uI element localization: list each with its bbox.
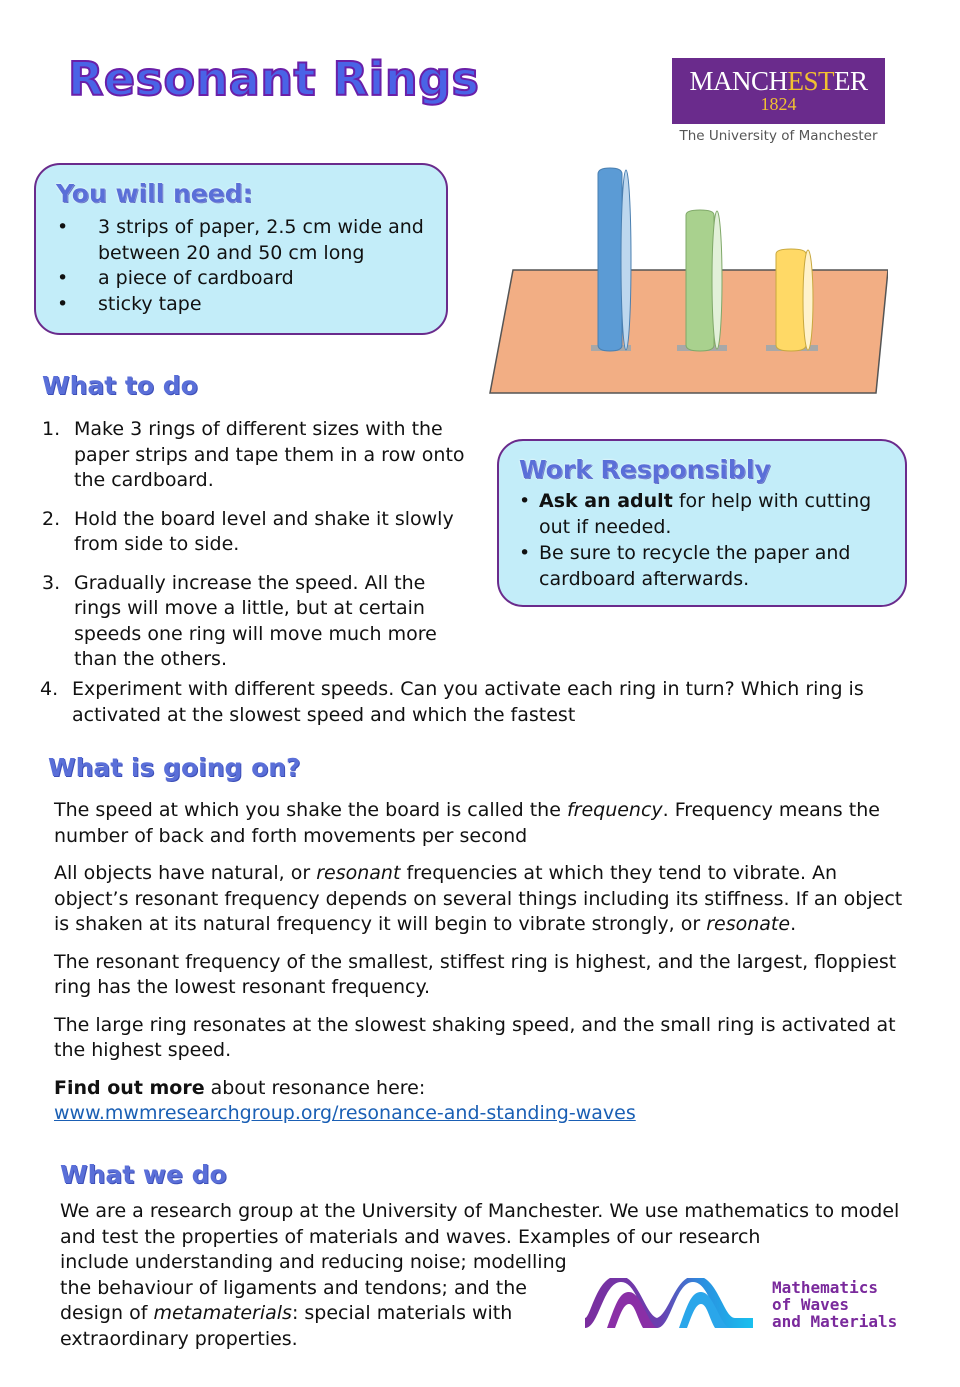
find-out-more: Find out more about resonance here: www.mwmresearchgroup.org/resonance-and-standing-waves — [54, 1076, 636, 1124]
steps-list — [42, 417, 466, 686]
logo-year: 1824 — [760, 94, 797, 114]
what-we-do-heading: What we do — [60, 1160, 227, 1189]
large-ring — [598, 168, 631, 351]
step-item: 2. Hold the board level and shake it slowly from side to side. — [42, 507, 454, 555]
step-item: 4. Experiment with different speeds. Can you activate each ring in turn? Which ring is activated at the slowest speed and which the fastest — [40, 678, 864, 726]
paragraph: We are a research group at the University of Manchester. We use mathematics to model and test the properties of materials and waves. Examples of our research — [60, 1200, 900, 1248]
work-responsibly-card — [497, 439, 907, 607]
logo-subtitle: The University of Manchester — [679, 128, 878, 144]
paragraph-line: design of metamaterials: special materials with — [60, 1302, 513, 1324]
mwm-logo-text: Mathematics of Waves and Materials — [772, 1278, 898, 1331]
what-to-do-heading: What to do — [42, 371, 198, 400]
you-will-need-card — [34, 163, 448, 335]
list-item: • Be sure to recycle the paper and cardboard afterwards. — [515, 541, 895, 592]
small-ring — [776, 249, 813, 351]
work-responsibly-title: Work Responsibly — [519, 455, 771, 484]
university-logo — [672, 58, 885, 124]
mwm-wave-logo — [585, 1278, 755, 1330]
page-title: Resonant Rings — [68, 52, 480, 106]
list-item: • a piece of cardboard — [36, 266, 436, 292]
paragraph: The speed at which you shake the board is called the frequency. Frequency means the number of back and forth movements per second — [54, 799, 880, 847]
paragraph: The large ring resonates at the slowest shaking speed, and the small ring is activated at the highest speed. — [54, 1013, 896, 1061]
what-is-going-on-heading: What is going on? — [48, 753, 301, 782]
step-item: 3. Gradually increase the speed. All the rings will move a little, but at certain speeds one ring will move much more than the others. — [42, 571, 437, 670]
paragraph: The resonant frequency of the smallest, stiffest ring is highest, and the largest, floppiest ring has the lowest resonant frequency. — [54, 950, 897, 998]
paragraph-line: the behaviour of ligaments and tendons; and the — [60, 1276, 527, 1299]
step-item: 1. Make 3 rings of different sizes with the paper strips and tape them in a row onto the cardboard. — [42, 418, 465, 491]
list-item: • 3 strips of paper, 2.5 cm wide and between 20 and 50 cm long — [36, 215, 436, 266]
rings-illustration — [488, 160, 888, 400]
materials-list — [36, 215, 436, 317]
resonance-link[interactable]: www.mwmresearchgroup.org/resonance-and-standing-waves — [54, 1102, 636, 1124]
medium-ring — [686, 210, 722, 351]
paragraph-line: extraordinary properties. — [60, 1327, 298, 1350]
paragraph: All objects have natural, or resonant frequencies at which they tend to vibrate. An object’s resonant frequency depends on several things including its stiffness. If an object is shaken at its natural frequency it will begin to vibrate strongly, or resonate. — [54, 862, 903, 935]
list-item: • Ask an adult for help with cutting out if needed. — [515, 489, 895, 540]
responsibility-list — [515, 489, 895, 593]
list-item: • sticky tape — [36, 292, 436, 318]
logo-wordmark: MANCHESTER — [689, 66, 868, 96]
paragraph-line: include understanding and reducing noise; modelling — [60, 1251, 567, 1273]
you-will-need-title: You will need: — [56, 179, 253, 208]
explanation-section — [54, 798, 914, 1139]
